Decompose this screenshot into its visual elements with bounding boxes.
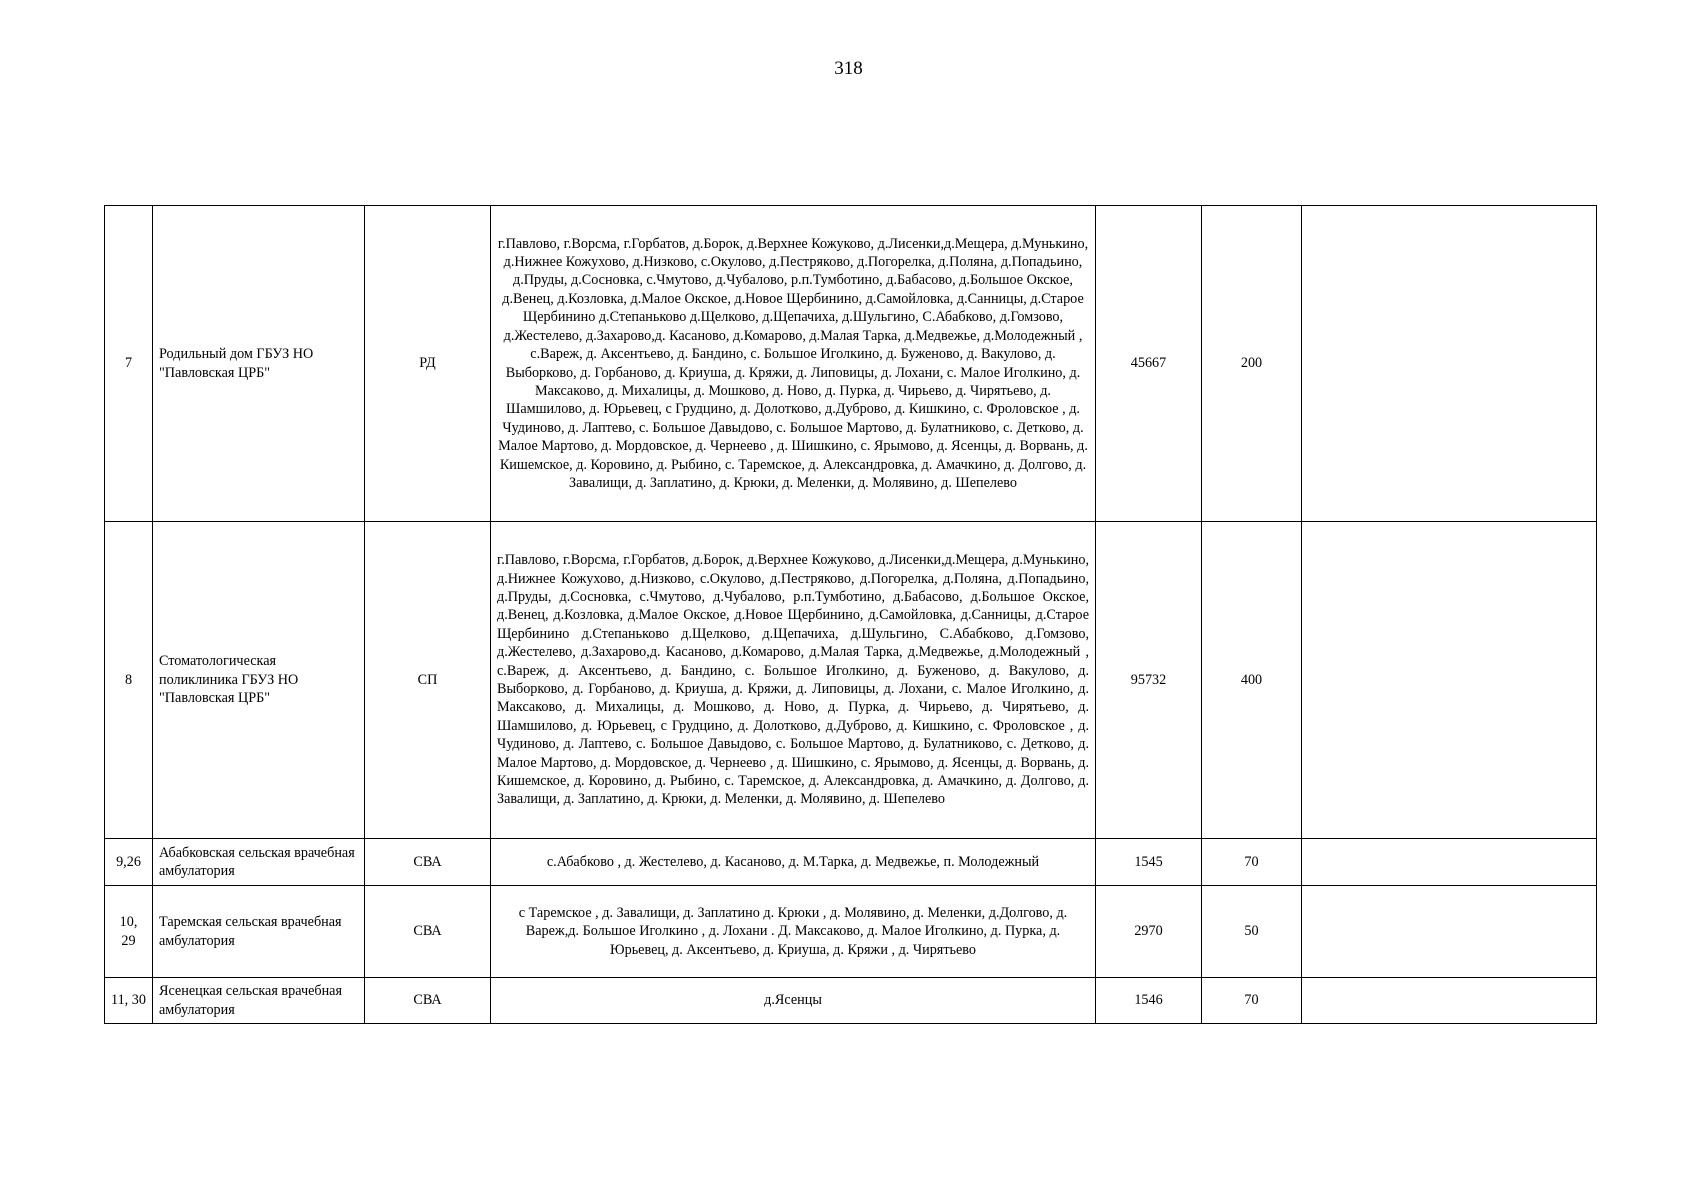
note-cell bbox=[1302, 978, 1597, 1024]
population: 45667 bbox=[1096, 206, 1202, 522]
population: 1546 bbox=[1096, 978, 1202, 1024]
capacity: 70 bbox=[1202, 978, 1302, 1024]
page-number: 318 bbox=[834, 58, 863, 79]
capacity: 50 bbox=[1202, 886, 1302, 978]
table-row bbox=[105, 839, 1597, 886]
facility-name: Абабковская сельская врачебная амбулатория bbox=[153, 839, 365, 886]
population: 95732 bbox=[1096, 522, 1202, 839]
facility-name: Родильный дом ГБУЗ НО "Павловская ЦРБ" bbox=[153, 206, 365, 522]
row-number: 11, 30 bbox=[105, 978, 153, 1024]
note-cell bbox=[1302, 839, 1597, 886]
facility-type: СВА bbox=[365, 978, 491, 1024]
note-cell bbox=[1302, 886, 1597, 978]
facility-type: РД bbox=[365, 206, 491, 522]
row-number: 10, 29 bbox=[105, 886, 153, 978]
row-number: 8 bbox=[105, 522, 153, 839]
capacity: 200 bbox=[1202, 206, 1302, 522]
table-row bbox=[105, 978, 1597, 1024]
facility-type: СВА bbox=[365, 839, 491, 886]
service-area: с Таремское , д. Завалищи, д. Заплатино д. Крюки , д. Молявино, д. Меленки, д.Долгово, д. Вареж,д. Большое Иголкино , д. Лохани . Д. Максаково, д. Малое Иголкино, д. Пурка, д. Юрьевец, д. Аксентьево, д. Криуша, д. Кряжи , д. Чирятьево bbox=[491, 886, 1096, 978]
facilities-table bbox=[104, 205, 1597, 1024]
capacity: 400 bbox=[1202, 522, 1302, 839]
row-number: 7 bbox=[105, 206, 153, 522]
facility-type: СП bbox=[365, 522, 491, 839]
table-row bbox=[105, 206, 1597, 522]
note-cell bbox=[1302, 206, 1597, 522]
facility-name: Ясенецкая сельская врачебная амбулатория bbox=[153, 978, 365, 1024]
service-area: г.Павлово, г.Ворсма, г.Горбатов, д.Борок, д.Верхнее Кожуково, д.Лисенки,д.Мещера, д.Мунькино, д.Нижнее Кожухово, д.Низково, с.Окулово, д.Пестряково, д.Погорелка, д.Поляна, д.Попадьино, д.Пруды, д.Сосновка, с.Чмутово, д.Чубалово, р.п.Тумботино, д.Бабасово, д.Большое Окское, д.Венец, д.Козловка, д.Малое Окское, д.Новое Щербинино, д.Самойловка, д.Санницы, д.Старое Щербинино д.Степаньково д.Щелково, д.Щепачиха, д.Шульгино, С.Абабково, д.Гомзово, д.Жестелево, д.Захарово,д. Касаново, д.Комарово, д.Малая Тарка, д.Медвежье, д.Молодежный , с.Вареж, д. Аксентьево, д. Бандино, с. Большое Иголкино, д. Буженово, д. Вакулово, д. Выборково, д. Горбаново, д. Криуша, д. Кряжи, д. Липовицы, д. Лохани, с. Малое Иголкино, д. Максаково, д. Михалицы, д. Мошково, д. Ново, д. Пурка, д. Чирьево, д. Чирятьево, д. Шамшилово, д. Юрьевец, с Грудцино, д. Долотково, д.Дуброво, д. Кишкино, с. Фроловское , д. Чудиново, д. Лаптево, с. Большое Давыдово, с. Большое Мартово, д. Булатниково, с. Детково, д. Малое Мартово, д. Мордовское, д. Чернеево , д. Шишкино, с. Ярымово, д. Ясенцы, д. Ворвань, д. Кишемское, д. Коровино, д. Рыбино, с. Таремское, д. Александровка, д. Амачкино, д. Долгово, д. Завалищи, д. Заплатино, д. Крюки, д. Меленки, д. Молявино, д. Шепелево bbox=[491, 522, 1096, 839]
population: 2970 bbox=[1096, 886, 1202, 978]
service-area: д.Ясенцы bbox=[491, 978, 1096, 1024]
facility-name: Таремская сельская врачебная амбулатория bbox=[153, 886, 365, 978]
facility-type: СВА bbox=[365, 886, 491, 978]
service-area: с.Абабково , д. Жестелево, д. Касаново, д. М.Тарка, д. Медвежье, п. Молодежный bbox=[491, 839, 1096, 886]
facility-name: Стоматологическая поликлиника ГБУЗ НО "Павловская ЦРБ" bbox=[153, 522, 365, 839]
note-cell bbox=[1302, 522, 1597, 839]
population: 1545 bbox=[1096, 839, 1202, 886]
capacity: 70 bbox=[1202, 839, 1302, 886]
table-row bbox=[105, 886, 1597, 978]
table-row bbox=[105, 522, 1597, 839]
row-number: 9,26 bbox=[105, 839, 153, 886]
service-area: г.Павлово, г.Ворсма, г.Горбатов, д.Борок, д.Верхнее Кожуково, д.Лисенки,д.Мещера, д.Мунькино, д.Нижнее Кожухово, д.Низково, с.Окулово, д.Пестряково, д.Погорелка, д.Поляна, д.Попадьино, д.Пруды, д.Сосновка, с.Чмутово, д.Чубалово, р.п.Тумботино, д.Бабасово, д.Большое Окское, д.Венец, д.Козловка, д.Малое Окское, д.Новое Щербинино, д.Самойловка, д.Санницы, д.Старое Щербинино д.Степаньково д.Щелково, д.Щепачиха, д.Шульгино, С.Абабково, д.Гомзово, д.Жестелево, д.Захарово,д. Касаново, д.Комарово, д.Малая Тарка, д.Медвежье, д.Молодежный , с.Вареж, д. Аксентьево, д. Бандино, с. Большое Иголкино, д. Буженово, д. Вакулово, д. Выборково, д. Горбаново, д. Криуша, д. Кряжи, д. Липовицы, д. Лохани, с. Малое Иголкино, д. Максаково, д. Михалицы, д. Мошково, д. Ново, д. Пурка, д. Чирьево, д. Чирятьево, д. Шамшилово, д. Юрьевец, с Грудцино, д. Долотково, д.Дуброво, д. Кишкино, с. Фроловское , д. Чудиново, д. Лаптево, с. Большое Давыдово, с. Большое Мартово, д. Булатниково, с. Детково, д. Малое Мартово, д. Мордовское, д. Чернеево , д. Шишкино, с. Ярымово, д. Ясенцы, д. Ворвань, д. Кишемское, д. Коровино, д. Рыбино, с. Таремское, д. Александровка, д. Амачкино, д. Долгово, д. Завалищи, д. Заплатино, д. Крюки, д. Меленки, д. Молявино, д. Шепелево bbox=[491, 206, 1096, 522]
